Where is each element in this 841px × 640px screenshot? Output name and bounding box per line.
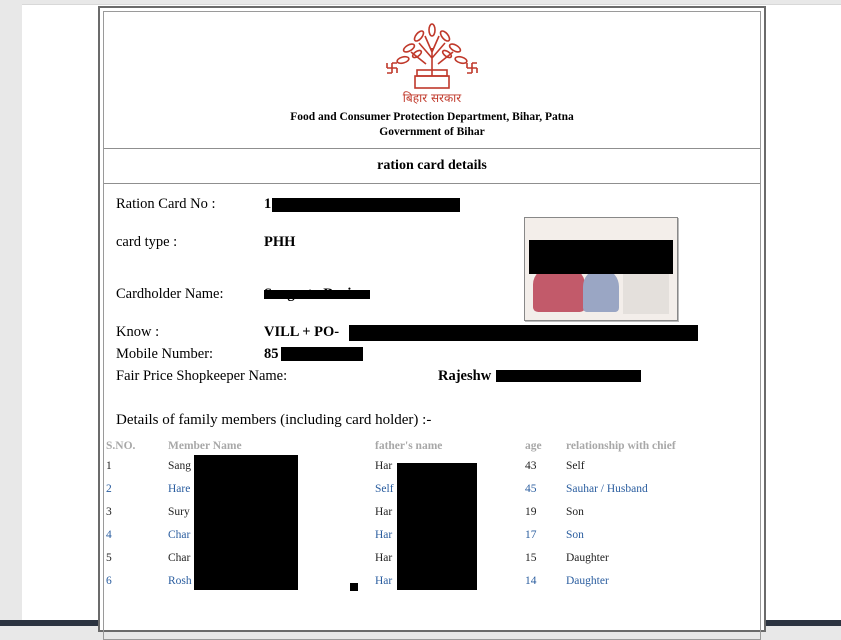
redaction-bar — [264, 290, 370, 299]
column-header-father-name: father's name — [375, 439, 443, 452]
card-type-label: card type : — [116, 234, 178, 250]
member-name-cell: Sang — [168, 459, 191, 472]
divider — [104, 183, 760, 184]
column-header-relationship: relationship with chief — [566, 439, 676, 452]
shopkeeper-value: Rajeshw — [438, 368, 492, 384]
divider — [104, 148, 760, 149]
column-header-sno: S.NO. — [106, 439, 136, 452]
father-name-cell: Har — [375, 505, 393, 518]
redaction-bar — [350, 583, 358, 591]
know-label: Know : — [116, 324, 160, 340]
member-name-cell: Char — [168, 551, 191, 564]
svg-text:बिहार सरकार: बिहार सरकार — [402, 91, 462, 105]
member-name-cell: Rosh — [168, 574, 192, 587]
department-name: Food and Consumer Protection Department, Bihar, Patna — [290, 111, 574, 123]
bihar-emblem-icon — [379, 18, 485, 106]
ration-card-page — [98, 6, 766, 632]
table-header-row — [106, 437, 706, 454]
member-name-cell: Sury — [168, 505, 190, 518]
ration-card-no-label: Ration Card No : — [116, 196, 216, 212]
column-header-member-name: Member Name — [168, 439, 242, 452]
redaction-bar — [529, 240, 673, 274]
relationship-cell: Daughter — [566, 551, 609, 564]
age-cell: 17 — [525, 528, 537, 541]
father-name-cell: Har — [375, 459, 393, 472]
card-type-value: PHH — [264, 234, 296, 250]
redaction-bar — [496, 370, 641, 382]
age-cell: 19 — [525, 505, 537, 518]
sno-cell: 6 — [106, 574, 112, 587]
sno-cell: 4 — [106, 528, 112, 541]
relationship-cell: Son — [566, 505, 584, 518]
sno-cell: 5 — [106, 551, 112, 564]
father-name-cell: Har — [375, 574, 393, 587]
relationship-cell: Sauhar / Husband — [566, 482, 648, 495]
mobile-number-label: Mobile Number: — [116, 346, 214, 362]
father-name-cell: Har — [375, 551, 393, 564]
age-cell: 43 — [525, 459, 537, 472]
age-cell: 15 — [525, 551, 537, 564]
redaction-bar — [272, 198, 460, 212]
relationship-cell: Self — [566, 459, 585, 472]
redaction-bar — [194, 455, 298, 590]
member-name-cell: Hare — [168, 482, 191, 495]
age-cell: 14 — [525, 574, 537, 587]
father-name-cell: Har — [375, 528, 393, 541]
redaction-bar — [349, 325, 698, 341]
redaction-bar — [281, 347, 363, 361]
sno-cell: 2 — [106, 482, 112, 495]
sno-cell: 3 — [106, 505, 112, 518]
sno-cell: 1 — [106, 459, 112, 472]
section-title: ration card details — [377, 158, 487, 173]
ration-card-no-value: 1 — [264, 196, 272, 212]
father-name-cell: Self — [375, 482, 394, 495]
cardholder-name-label: Cardholder Name: — [116, 286, 224, 302]
government-name: Government of Bihar — [379, 126, 485, 138]
relationship-cell: Son — [566, 528, 584, 541]
member-name-cell: Char — [168, 528, 191, 541]
age-cell: 45 — [525, 482, 537, 495]
mobile-number-value: 85 — [264, 346, 279, 362]
address-value: VILL + PO- — [264, 324, 340, 340]
column-header-age: age — [525, 439, 542, 452]
shopkeeper-label: Fair Price Shopkeeper Name: — [116, 368, 288, 384]
family-members-title: Details of family members (including card holder) :- — [116, 412, 432, 428]
redaction-bar — [397, 463, 477, 590]
cardholder-photo — [524, 217, 678, 321]
relationship-cell: Daughter — [566, 574, 609, 587]
